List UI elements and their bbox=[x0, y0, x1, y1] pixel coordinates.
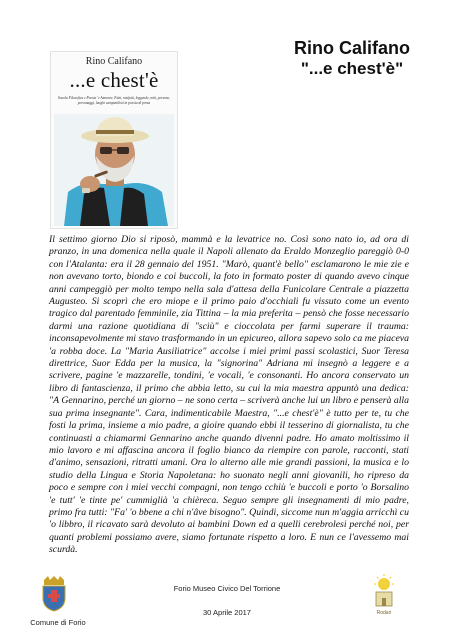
event-date: 30 Aprile 2017 bbox=[203, 608, 251, 617]
event-place: Forio Museo Civico Del Torrione bbox=[173, 584, 281, 593]
book-cover bbox=[50, 51, 178, 229]
document-author: Rino Califano bbox=[294, 38, 410, 58]
body-paragraph: Il settimo giorno Dio si riposò, mammà e la levatrice no. Così sono nato io, ad ora di pranzo, in una domenica nella quale il Napoli allenato da Eraldo Monzeglio pareggiò 0-0 con l'Atalanta: era il 28 gennaio del 1951. "Marò, quant'è bello" esclamarono le mie zie e non avevano torto, biondo e coi buccoli, la foto in formato poster di quando avevo cinque anni campeggiò per molto tempo nella sala d'attesa della Funicolare Centrale a piazzetta Augusteo. Si scoprì che ero miope e il primo paio d'occhiali fu vissuto come un evento tragico dal parentado femminile, zia Tittina – la mia preferita – pensò che fosse necessario darmi una razione quotidiana di "sciù" e cioccolata per farmi superare il trauma: inconsapevolmente mi stavo trasformando in un epicureo, allora sapevo solo ca me piaceva 'a robba doce. La "Maria Ausiliatrice" accolse i miei primi passi scolastici, Suor Teresa direttrice, Suor Edda per la musica, la "signorina" Adriana mi insegnò a leggere e a scrivere, pagine 'e mazzarelle, tondini, 'e vocali, 'e consonanti. Ho ancora conservato un libro di fantascienza, il primo che abbia letto, su cui la mia maestra appuntò una dedica: "A Gennarino, perché un giorno – ne sono certa – scriverà anche lui un libro e penserà alla sua prima insegnante". Cara, indimenticabile Maestra, "...e chest'è" è tutto per te, tu che fosti la prima, insieme a mio padre, a gioire quando ebbi il tesserino di giornalista, tu che continuasti a chiamarmi Gennarino anche quando divenni padre. Ho amato moltissimo il mio lavoro e mi affascina ancora il foglio bianco da riempire con parole, racconti, stati d'animo, sensazioni, ritratti umani. Ora lo alterno alle mie grandi passioni, la musica e lo studio della Lingua e Storia Napoletana: ho suonato negli anni giovanili, ho ripreso da poco e sempre con i miei vecchi compagni, non tengo cchiù 'e buccoli e porto 'o Borsalino 'e tutt' 'e tinte pe' cummiglià 'a chièreca. Seguo sempre gli insegnamenti di mio padre, primo fra tutti: "Fa' 'o bbene a chi n'âve bisogno". Quindi, siccome nun m'aggia arricchì cu 'o libbro, il ricavato sarà devoluto ai bambini Down ed a quelli cerebrolesi perché noi, per quanti problemi possiamo avere, siamo fortunate rispetto a loro. E nun ce l'avessemo mai scurdà. bbox=[49, 234, 409, 556]
comune-crest-icon bbox=[40, 576, 68, 612]
cover-author: Rino Califano bbox=[85, 56, 143, 67]
author-portrait-photo bbox=[54, 114, 174, 226]
cover-title: ...e chest'è bbox=[69, 68, 159, 92]
association-logo-text: Rodari bbox=[376, 610, 392, 616]
document-book-title: "...e chest'è" bbox=[300, 59, 404, 78]
cover-subtitle: Scuola Filosofica e Poesia 'e Ammore, Fatti, misfatti, leggende, miti, persone, personaggi, luoghi campanilisti in poesia di prosa bbox=[57, 96, 171, 105]
comune-label: Comune di Forio bbox=[30, 618, 86, 627]
association-logo-icon bbox=[368, 574, 400, 616]
body-text bbox=[49, 234, 409, 557]
